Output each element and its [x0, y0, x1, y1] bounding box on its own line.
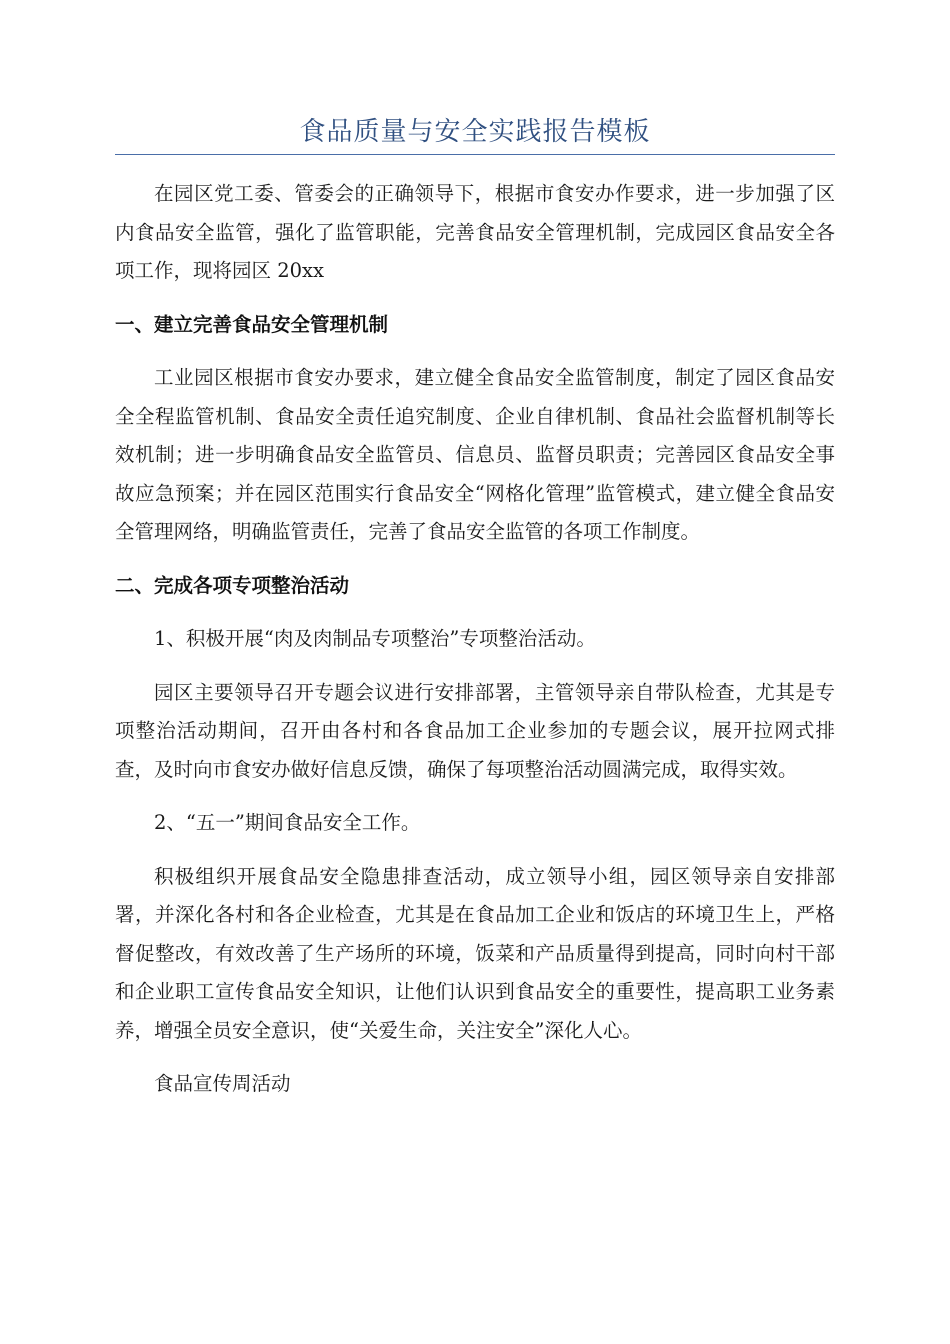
- section-2-item-1-body: 园区主要领导召开专题会议进行安排部署，主管领导亲自带队检查，尤其是专项整治活动期间，召开由各村和各食品加工企业参加的专题会议，展开拉网式排查，及时向市食安办做好信息反馈，确保了每项整治活动圆满完成，取得实效。: [115, 680, 835, 781]
- section-2-item-1: 1、积极开展“肉及肉制品专项整治”专项整治活动。: [154, 627, 596, 650]
- section-2-item-2: 2、“五一”期间食品安全工作。: [154, 811, 421, 834]
- section-1-paragraph: 工业园区根据市食安办要求，建立健全食品安全监管制度，制定了园区食品安全全程监管机制、食品安全责任追究制度、企业自律机制、食品社会监督机制等长效机制；进一步明确食品安全监管员、信息员、监督员职责；完善园区食品安全事故应急预案；并在园区范围实行食品安全“网格化管理”监管模式，建立健全食品安全管理网络，明确监管责任，完善了食品安全监管的各项工作制度。: [115, 366, 835, 543]
- section-2-item-3: 食品宣传周活动: [154, 1072, 291, 1095]
- section-heading-2: 二、完成各项专项整治活动: [115, 573, 350, 597]
- title-underline: [115, 154, 835, 155]
- intro-paragraph: 在园区党工委、管委会的正确领导下，根据市食安办作要求，进一步加强了区内食品安全监管，强化了监管职能，完善食品安全管理机制，完成园区食品安全各项工作，现将园区 20xx: [115, 182, 835, 282]
- document-title: 食品质量与安全实践报告模板: [299, 117, 651, 147]
- document-body: [115, 175, 835, 1119]
- section-heading-1: 一、建立完善食品安全管理机制: [115, 312, 389, 336]
- section-2-item-2-body: 积极组织开展食品安全隐患排查活动，成立领导小组，园区领导亲自安排部署，并深化各村和各企业检查，尤其是在食品加工企业和饭店的环境卫生上，严格督促整改，有效改善了生产场所的环境，饭菜和产品质量得到提高，同时向村干部和企业职工宣传食品安全知识，让他们认识到食品安全的重要性，提高职工业务素养，增强全员安全意识，使“关爱生命，关注安全”深化人心。: [115, 864, 835, 1042]
